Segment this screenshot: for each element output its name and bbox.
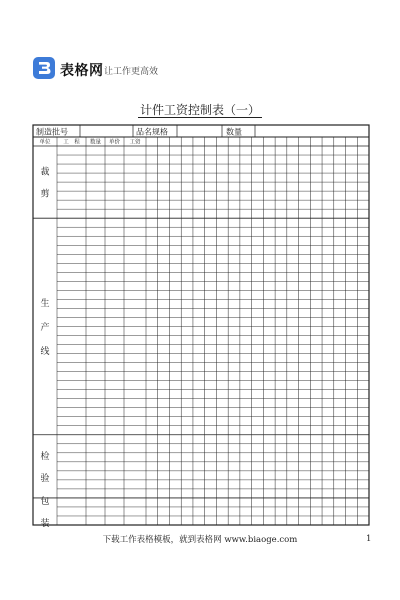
section-label-char: 剪 [40, 189, 50, 200]
section-label-char: 包 [40, 496, 50, 507]
title-text: 计件工资控制表（一） [139, 103, 260, 117]
section-label-char: 检 [40, 451, 50, 462]
section-label-char: 验 [40, 473, 50, 484]
page-number: 1 [366, 534, 372, 544]
quantity-label: 数量 [226, 127, 242, 137]
column-header: 单位 [39, 139, 51, 146]
batch-number-label: 制造批号 [36, 127, 68, 137]
column-header: 单价 [108, 139, 121, 146]
column-header: 工资 [129, 139, 141, 146]
section-label-char: 产 [40, 322, 50, 333]
table-border [33, 125, 369, 525]
brand-slogan: 让工作更高效 [104, 67, 159, 77]
footer-text: 下载工作表格模板，就到表格网 www.biaoge.com [102, 535, 298, 545]
section-label-char: 线 [40, 346, 50, 357]
column-header: 工 程 [63, 139, 80, 146]
product-spec-label: 品名规格 [136, 127, 168, 137]
section-label-char: 裁 [40, 167, 50, 178]
section-label-char: 生 [40, 298, 50, 309]
brand-name: 表格网 [60, 63, 104, 79]
section-label-char: 装 [40, 518, 50, 529]
column-header: 数量 [89, 139, 102, 146]
